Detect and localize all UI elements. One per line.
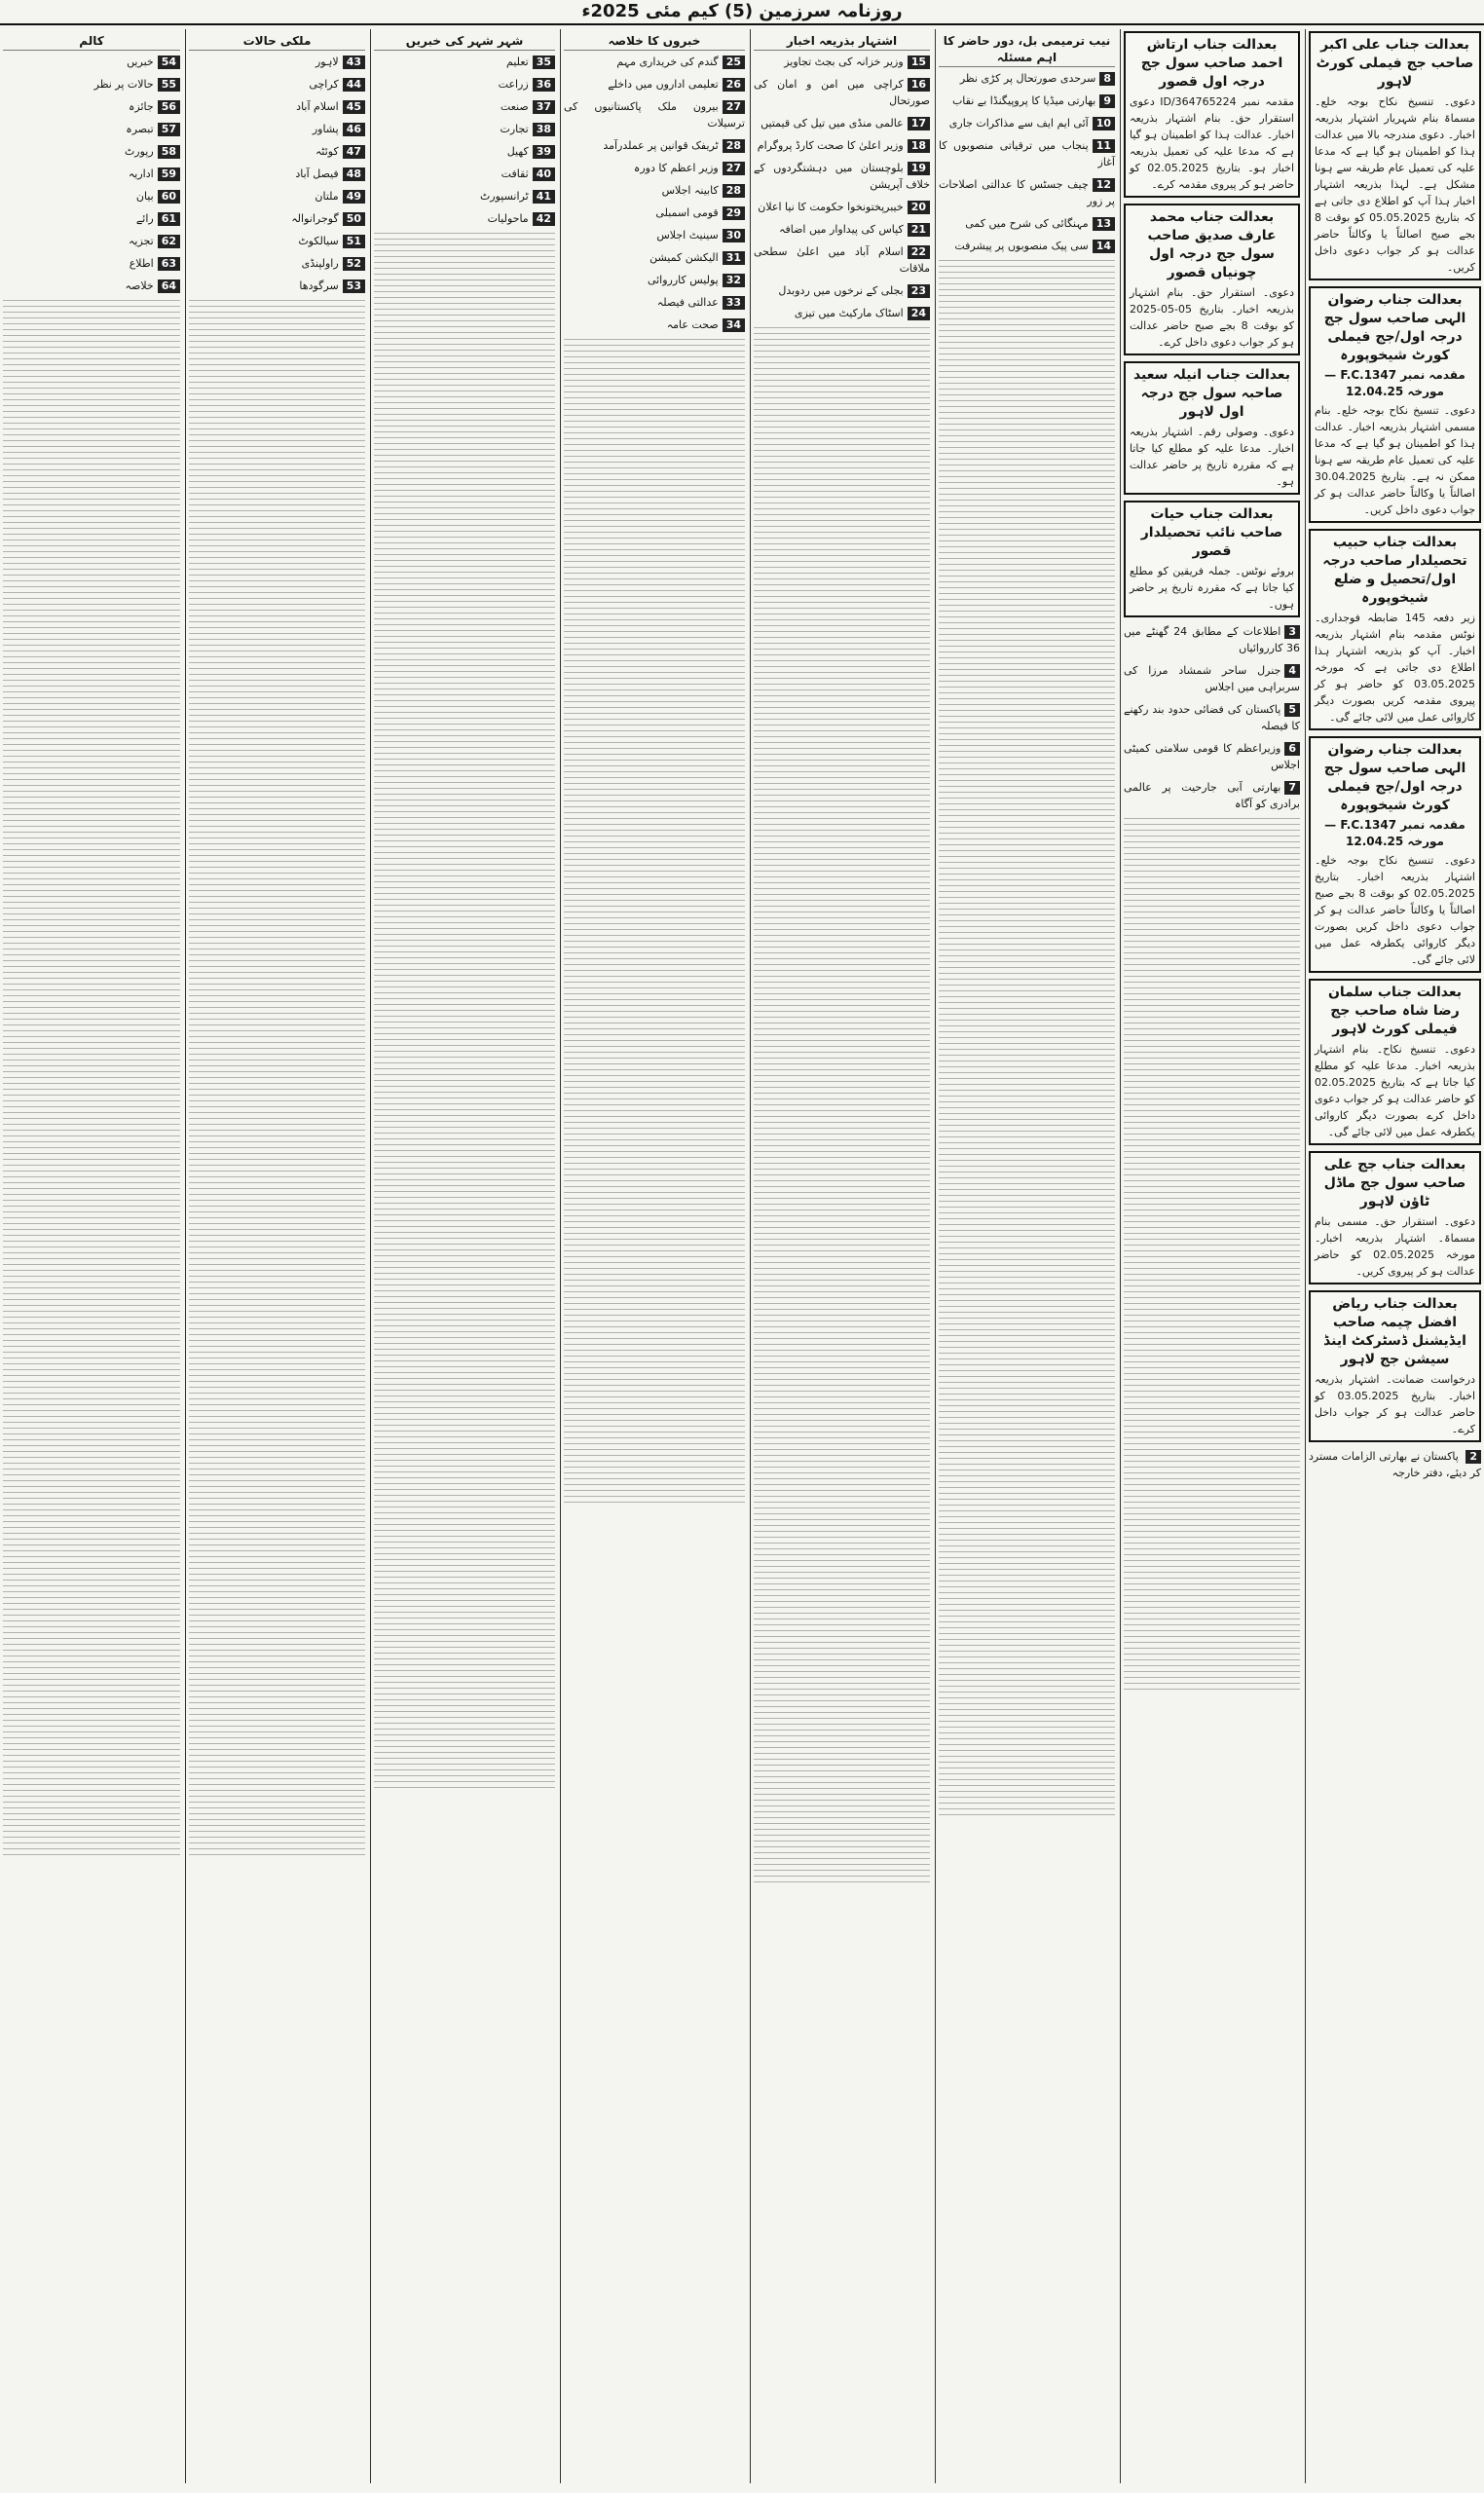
news-headline: قومی اسمبلی [655,206,719,219]
news-number-tag: 16 [908,78,930,92]
news-number-tag: 28 [723,184,745,198]
news-item [374,188,555,205]
news-item [3,278,180,294]
news-headline: رپورٹ [124,145,154,158]
court-notice-box [1309,1151,1481,1284]
news-item [374,210,555,227]
news-number-tag: 53 [343,279,365,293]
news-headline: خلاصہ [125,279,154,292]
notice-title: بعدالت جناب محمد عارف صدیق صاحب سول جج درجہ اول چونیاں قصور [1147,209,1277,280]
news-item [374,54,555,70]
news-headline: چیف جسٹس کا عدالتی اصلاحات پر زور [939,178,1115,207]
news-number-tag: 6 [1284,742,1300,756]
notice-title: بعدالت جناب ریاض افضل چیمہ صاحب ایڈیشنل ڈسٹرکٹ اینڈ سیشن جج لاہور [1323,1296,1466,1367]
news-number-tag: 18 [908,139,930,153]
court-notice-box [1309,31,1481,280]
news-number-tag: 42 [533,212,555,226]
notice-text: دعوی۔ تنسیخ نکاح۔ بنام اشتہار بذریعہ اخبار۔ مدعا علیہ کو مطلع کیا جاتا ہے کہ بتاریخ 02.05.2025 کو حاضر عدالت ہو کر جواب دعوی داخل کرے بصورت دیگر کاروائی یکطرفہ عمل میں لائی جائے گی۔ [1315,1043,1475,1138]
column-2 [1120,29,1303,2483]
notice-title: بعدالت جناب حیات صاحب نائب تحصیلدار قصور [1140,506,1283,559]
news-headline: کھیل [506,145,529,158]
news-headline: تعلیمی اداروں میں داخلے [608,78,719,91]
text-body-block [564,339,745,1507]
news-headline: خیبرپختونخوا حکومت کا نیا اعلان [758,201,904,213]
news-headline: خبریں [127,56,154,68]
news-number-tag: 59 [158,167,180,181]
news-number-tag: 12 [1093,178,1115,192]
news-item [189,54,365,70]
news-item [374,143,555,160]
text-body-block [1124,818,1300,1694]
news-number-tag: 4 [1284,664,1300,678]
court-notice-box [1124,361,1300,495]
court-notice-box [1124,31,1300,198]
text-body-block [3,300,180,1858]
news-number-tag: 22 [908,245,930,259]
news-headline: ثقافت [501,167,529,180]
news-item [564,98,745,131]
news-item [3,121,180,137]
column-4 [750,29,933,2483]
news-item [189,188,365,205]
news-headline: ماحولیات [487,212,529,225]
news-headline: تبصرہ [126,123,154,135]
news-number-tag: 39 [533,145,555,159]
news-headline: سی پیک منصوبوں پر پیشرفت [954,240,1089,252]
news-item [189,166,365,182]
column-7 [185,29,368,2483]
section-heading: ملکی حالات [189,33,365,51]
notice-text: دعوی۔ وصولی رقم۔ اشتہار بذریعہ اخبار۔ مدعا علیہ کو مطلع کیا جاتا ہے کہ مقررہ تاریخ پر حاضر عدالت ہو۔ [1130,426,1294,488]
news-number-tag: 7 [1284,781,1300,795]
news-number-tag: 34 [723,318,745,332]
news-headline: اسٹاک مارکیٹ میں تیزی [794,307,904,319]
news-number-tag: 36 [533,78,555,92]
news-item [1124,623,1300,656]
news-headline: کپاس کی پیداوار میں اضافہ [779,223,904,236]
news-number-tag: 63 [158,257,180,271]
notice-text: درخواست ضمانت۔ اشتہار بذریعہ اخبار۔ بتاریخ 03.05.2025 کو حاضر عدالت ہو کر جواب داخل کرے۔ [1315,1373,1475,1435]
news-number-tag: 25 [723,56,745,69]
news-item [374,98,555,115]
news-item [3,233,180,249]
news-headline: پاکستان کی فضائی حدود بند رکھنے کا فیصلہ [1124,703,1300,732]
news-item [189,255,365,272]
news-headline: سیالکوٹ [298,235,339,247]
news-item [564,137,745,154]
news-item [754,160,930,193]
news-number-tag: 52 [343,257,365,271]
news-item [3,210,180,227]
news-headline: کابینہ اجلاس [661,184,719,197]
news-item [754,115,930,131]
news-number-tag: 49 [343,190,365,204]
masthead-rule [0,23,1484,25]
news-number-tag: 35 [533,56,555,69]
section-heading: خبروں کا خلاصہ [564,33,745,51]
news-number-tag: 58 [158,145,180,159]
news-headline: اداریہ [128,167,154,180]
column-6 [370,29,558,2483]
text-body-block [374,233,555,1791]
news-number-tag: 11 [1093,139,1115,153]
news-headline: مہنگائی کی شرح میں کمی [965,217,1089,230]
news-number-tag: 43 [343,56,365,69]
news-number-tag: 55 [158,78,180,92]
news-headline: ٹریفک قوانین پر عملدرآمد [603,139,719,152]
news-headline: بیان [135,190,154,203]
news-item [754,282,930,299]
news-number-tag: 50 [343,212,365,226]
news-headline: ٹرانسپورٹ [479,190,529,203]
news-number-tag: 8 [1099,72,1115,86]
news-number-tag: 48 [343,167,365,181]
notice-text: دعوی۔ استقرار حق۔ مسمی بنام مسماۃ۔ اشتہار بذریعہ اخبار۔ مورخہ 02.05.2025 کو حاضر عدالت ہو کر پیروی کریں۔ [1315,1215,1475,1278]
news-headline: اطلاعات کے مطابق 24 گھنٹے میں 36 کارروائیاں [1124,625,1300,654]
notice-text: مقدمہ نمبر 364765224/ID دعوی استقرار حق۔ بنام اشتہار بذریعہ اخبار۔ عدالت ہذا کو اطمینان ہو گیا ہے کہ مدعا علیہ کی تعمیل بذریعہ اخبار ہو۔ بتاریخ 02.05.2025 کو حاضر ہو کر پیروی مقدمہ کرے۔ [1130,95,1295,191]
news-number-tag: 27 [723,100,745,114]
news-headline: وزیر خزانہ کی بجٹ تجاویز [784,56,904,68]
notice-text: دعوی۔ تنسیخ نکاح بوجہ خلع۔ مسماۃ بنام شہریار اشتہار بذریعہ اخبار۔ دعوی مندرجہ بالا میں عدالت ہذا کو اطمینان ہو گیا ہے کہ مدعا علیہ کی تعمیل عام طریقہ سے ہونا مشکل ہے۔ لہذا بذریعہ اشتہار اخبار ہذا آپ کو اطلاع دی جاتی ہے کہ بتاریخ 05.05.2025 کو بوقت 8 بجے صبح اصالتاً یا وکالتاً حاضر عدالت ہو کر جواب دعوی داخل کریں۔ [1315,95,1476,274]
news-number-tag: 45 [343,100,365,114]
news-item [754,137,930,154]
news-item [564,54,745,70]
news-item [754,221,930,238]
news-item [939,215,1115,232]
news-item [564,272,745,288]
news-item [564,76,745,93]
news-headline: کوئٹہ [315,145,339,158]
column-8 [0,29,183,2483]
news-headline: عالمی منڈی میں تیل کی قیمتیں [761,117,904,130]
news-headline: تعلیم [506,56,529,68]
news-number-tag: 3 [1284,625,1300,639]
news-item [1124,740,1300,773]
news-item [564,227,745,243]
news-number-tag: 23 [908,284,930,298]
news-number-tag: 17 [908,117,930,130]
news-headline: ملتان [315,190,339,203]
news-number-tag: 27 [723,162,745,175]
court-notice-box [1309,529,1481,730]
news-headline: بیرون ملک پاکستانیوں کی ترسیلات [564,100,745,130]
news-headline: بھارتی آبی جارحیت پر عالمی برادری کو آگاہ [1124,781,1300,810]
news-number-tag: 10 [1093,117,1115,130]
news-item [939,238,1115,254]
news-item [374,166,555,182]
news-number-tag: 13 [1093,217,1115,231]
news-headline: آئی ایم ایف سے مذاکرات جاری [948,117,1089,130]
notice-title: بعدالت جناب سلمان رضا شاہ صاحب جج فیملی کورٹ لاہور [1327,985,1463,1037]
notice-title: بعدالت جناب جج علی صاحب سول جج ماڈل ٹاؤن لاہور [1323,1157,1466,1209]
news-item [1124,779,1300,812]
news-headline: پنجاب میں ترقیاتی منصوبوں کا آغاز [939,139,1115,168]
news-headline: رائے [135,212,154,225]
news-item [564,205,745,221]
court-notice-box [1309,736,1481,973]
news-headline: وزیر اعلیٰ کا صحت کارڈ پروگرام [757,139,904,152]
notice-title: بعدالت جناب انیلہ سعید صاحبہ سول جج درجہ اول لاہور [1132,367,1291,420]
news-item [939,137,1115,170]
news-item [189,98,365,115]
news-number-tag: 64 [158,279,180,293]
news-number-tag: 47 [343,145,365,159]
news-headline: گوجرانوالہ [291,212,339,225]
news-number-tag: 54 [158,56,180,69]
news-item [754,199,930,215]
column-1 [1305,29,1484,2483]
news-item [564,160,745,176]
news-number-tag: 19 [908,162,930,175]
news-item [754,305,930,321]
news-headline: زراعت [498,78,529,91]
news-item [374,121,555,137]
news-headline: جنرل ساحر شمشاد مرزا کی سربراہی میں اجلاس [1124,664,1300,693]
news-item [3,54,180,70]
notice-title: بعدالت جناب رضوان الہی صاحب سول جج درجہ اول/جج فیملی کورٹ شیخوپورہ [1323,292,1466,363]
news-number-tag: 61 [158,212,180,226]
news-number-tag: 30 [723,229,745,242]
news-headline: حالات پر نظر [93,78,154,91]
news-item [189,121,365,137]
notice-title: بعدالت جناب علی اکبر صاحب جج فیملی کورٹ لاہور [1316,37,1474,90]
notice-title: بعدالت جناب حبیب تحصیلدار صاحب درجہ اول/تحصیل و ضلع شیخوپورہ [1322,535,1467,606]
news-item [3,76,180,93]
news-item [1124,701,1300,734]
news-number-tag: 51 [343,235,365,248]
column-5 [560,29,748,2483]
news-headline: عدالتی فیصلہ [656,296,719,309]
text-body-block [754,327,930,1885]
news-number-tag: 57 [158,123,180,136]
news-number-tag: 62 [158,235,180,248]
news-item [1124,662,1300,695]
news-headline: لاہور [315,56,339,68]
news-number-tag: 60 [158,190,180,204]
section-heading: اشتہار بذریعہ اخبار [754,33,930,51]
news-headline: پولیس کارروائی [647,274,719,286]
news-headline: پاکستان نے بھارتی الزامات مسترد کر دیئے، دفتر خارجہ [1308,1450,1481,1479]
news-item [754,54,930,70]
text-body-block [189,300,365,1858]
news-number-tag: 38 [533,123,555,136]
news-item [3,166,180,182]
news-number-tag: 40 [533,167,555,181]
news-headline: بھارتی میڈیا کا پروپیگنڈا بے نقاب [951,94,1096,107]
court-notice-box [1309,1290,1481,1442]
news-item [564,294,745,311]
notice-title: بعدالت جناب ارتاش احمد صاحب سول جج درجہ اول قصور [1140,37,1283,90]
news-headline: کراچی [309,78,339,91]
news-headline: الیکشن کمیشن [649,251,719,264]
news-number-tag: 31 [723,251,745,265]
news-item [1309,1448,1481,1481]
news-number-tag: 33 [723,296,745,310]
news-number-tag: 20 [908,201,930,214]
news-number-tag: 5 [1284,703,1300,717]
news-item [754,243,930,277]
court-notice-box [1309,286,1481,523]
text-body-block [939,260,1115,1818]
news-headline: بلوچستان میں دہشتگردوں کے خلاف آپریشن [754,162,930,191]
news-item [939,176,1115,209]
section-heading: شہر شہر کی خبریں [374,33,555,51]
news-headline: پشاور [312,123,339,135]
news-item [189,76,365,93]
news-headline: کراچی میں امن و امان کی صورتحال [754,78,930,107]
news-number-tag: 28 [723,139,745,153]
notice-title: بعدالت جناب رضوان الہی صاحب سول جج درجہ اول/جج فیملی کورٹ شیخوپورہ [1323,742,1466,813]
news-number-tag: 2 [1465,1450,1481,1464]
news-item [939,115,1115,131]
news-item [3,188,180,205]
court-notice-box [1124,501,1300,617]
notice-text: دعوی۔ استقرار حق۔ بنام اشتہار بذریعہ اخبار۔ بتاریخ 05-05-2025 کو بوقت 8 بجے صبح حاضر عدالت ہو کر جواب دعوی داخل کرے۔ [1130,286,1294,349]
news-headline: وزیراعظم کا قومی سلامتی کمیٹی اجلاس [1124,742,1300,771]
news-headline: سینیٹ اجلاس [656,229,719,242]
masthead: روزنامہ سرزمین (5) کیم مئی 2025ء [581,1,903,21]
news-number-tag: 37 [533,100,555,114]
news-number-tag: 46 [343,123,365,136]
news-headline: اطلاع [129,257,154,270]
news-headline: گندم کی خریداری مہم [616,56,719,68]
section-heading: نیب ترمیمی بل، دور حاضر کا اہم مسئلہ [939,33,1115,67]
news-headline: سرگودھا [299,279,339,292]
news-item [754,76,930,109]
column-3 [935,29,1118,2483]
news-item [939,70,1115,87]
news-item [189,210,365,227]
news-headline: تجزیہ [128,235,154,247]
news-number-tag: 56 [158,100,180,114]
news-item [939,93,1115,109]
news-headline: فیصل آباد [295,167,339,180]
news-item [3,255,180,272]
court-notice-box [1124,204,1300,355]
news-headline: وزیر اعظم کا دورہ [633,162,719,174]
news-number-tag: 26 [723,78,745,92]
notice-case-number: مقدمہ نمبر F.C.1347 — مورخہ 12.04.25 [1324,818,1465,848]
notice-case-number: مقدمہ نمبر F.C.1347 — مورخہ 12.04.25 [1324,368,1465,398]
news-item [564,316,745,333]
notice-text: زیر دفعہ 145 ضابطہ فوجداری۔ نوٹس مقدمہ بنام اشتہار بذریعہ اخبار۔ آپ کو بذریعہ اشتہار ہذا اطلاع دی جاتی ہے کہ مورخہ 03.05.2025 کو حاضر ہو کر پیروی مقدمہ کریں بصورت دیگر کاروائی عمل میں لائی جائے گی۔ [1315,612,1475,724]
court-notice-box [1309,979,1481,1145]
news-item [3,98,180,115]
news-number-tag: 21 [908,223,930,237]
news-number-tag: 14 [1093,240,1115,253]
news-headline: تجارت [500,123,529,135]
section-heading: کالم [3,33,180,51]
news-item [374,76,555,93]
news-headline: راولپنڈی [301,257,339,270]
news-item [189,143,365,160]
news-number-tag: 9 [1099,94,1115,108]
news-item [564,249,745,266]
news-number-tag: 44 [343,78,365,92]
news-number-tag: 29 [723,206,745,220]
news-headline: صحت عامہ [666,318,719,331]
news-headline: اسلام آباد میں اعلیٰ سطحی ملاقات [754,245,930,275]
news-number-tag: 24 [908,307,930,320]
news-item [189,233,365,249]
notice-text: دعوی۔ تنسیخ نکاح بوجہ خلع۔ بنام مسمی اشتہار بذریعہ اخبار۔ عدالت ہذا کو اطمینان ہو گیا ہے کہ مدعا علیہ کی تعمیل عام طریقہ سے ہونا ممکن نہ ہے۔ بتاریخ 30.04.2025 اصالتاً یا وکالتاً حاضر عدالت ہو کر جواب دعوی داخل کریں۔ [1315,404,1475,516]
news-headline: بجلی کے نرخوں میں ردوبدل [778,284,904,297]
news-number-tag: 15 [908,56,930,69]
news-headline: جائزہ [128,100,154,113]
notice-text: بروئے نوٹس۔ جملہ فریقین کو مطلع کیا جاتا ہے کہ مقررہ تاریخ پر حاضر ہوں۔ [1130,565,1294,611]
news-number-tag: 32 [723,274,745,287]
news-headline: اسلام آباد [296,100,339,113]
news-headline: صنعت [500,100,529,113]
news-headline: سرحدی صورتحال پر کڑی نظر [959,72,1096,85]
news-item [3,143,180,160]
notice-text: دعوی۔ تنسیخ نکاح بوجہ خلع۔ اشتہار بذریعہ اخبار۔ بتاریخ 02.05.2025 کو بوقت 8 بجے صبح اصالتاً یا وکالتاً حاضر عدالت ہو کر جواب دعوی داخل کریں بصورت دیگر کاروائی یکطرفہ عمل میں لائی جائے گی۔ [1315,854,1475,966]
news-item [564,182,745,199]
news-item [189,278,365,294]
news-number-tag: 41 [533,190,555,204]
